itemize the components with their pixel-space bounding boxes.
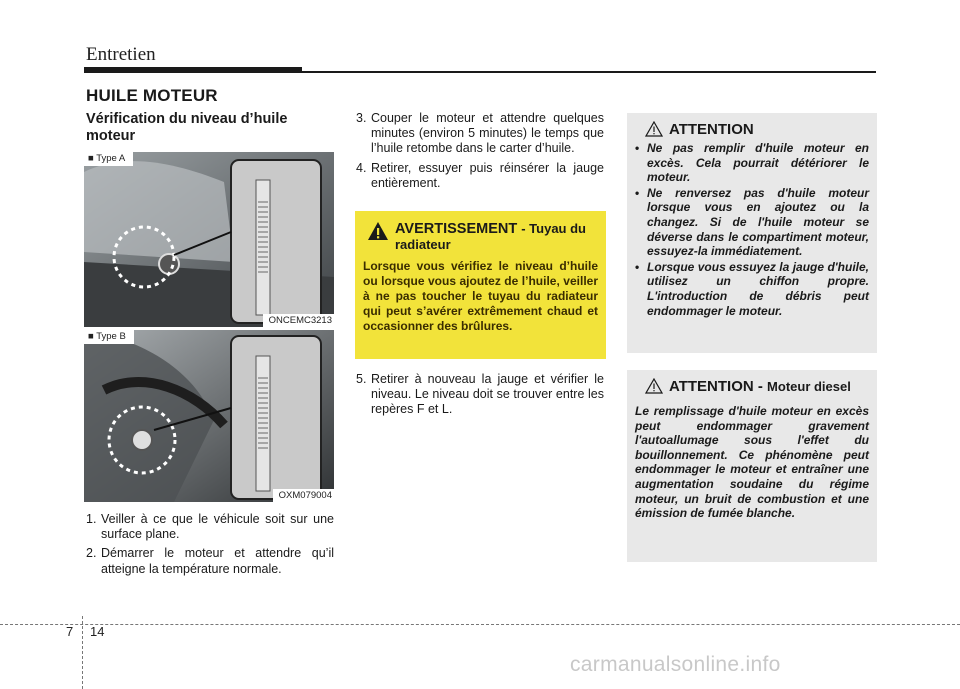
engine-illustration-a xyxy=(84,152,334,327)
figure-type-tag: ■ Type B xyxy=(84,330,134,344)
warning-title-main: AVERTISSEMENT xyxy=(395,221,518,237)
engine-photo-type-a xyxy=(84,152,334,327)
step-text: Retirer à nouveau la jauge et vérifier le niveau. Le niveau doit se trouver entre les repères F et L. xyxy=(371,372,604,417)
warning-triangle-icon xyxy=(367,221,389,241)
list-item xyxy=(356,111,604,157)
warning-subtitle: - Tuyau du radiateur xyxy=(395,221,586,252)
section-title: HUILE MOTEUR xyxy=(86,86,218,105)
list-item xyxy=(356,372,604,418)
steps-list-middle xyxy=(356,111,604,195)
header-rule-thin xyxy=(84,71,876,73)
figure-code: ONCEMC3213 xyxy=(263,314,334,327)
step-number: 2. xyxy=(86,546,97,561)
figure-type-tag: ■ Type A xyxy=(84,152,133,166)
attention-triangle-icon xyxy=(645,378,663,394)
attention-diesel-title xyxy=(669,378,869,396)
footer-vertical-divider xyxy=(82,616,83,689)
step-number: 3. xyxy=(356,111,367,125)
attention-diesel-title-main: ATTENTION - xyxy=(669,378,763,395)
list-item xyxy=(356,161,604,191)
step-text: Retirer, essuyer puis réinsérer la jauge entièrement. xyxy=(371,160,604,190)
warning-title xyxy=(395,221,598,253)
attention-item: • Lorsque vous essuyez la jauge d'huile, utilisez un chiffon propre. L'introduction de débris peut endommager le moteur. xyxy=(635,260,869,318)
attention-triangle-icon xyxy=(645,121,663,137)
step-number: 1. xyxy=(86,512,97,526)
step-number: 4. xyxy=(356,160,367,175)
attention-box xyxy=(627,113,877,353)
attention-diesel-box xyxy=(627,370,877,562)
list-item xyxy=(86,512,334,542)
engine-illustration-b xyxy=(84,330,334,502)
attention-diesel-body: Le remplissage d'huile moteur en excès peut endommager gravement l'autoallumage sous l'effet du bouillonnement. Ce phénomène peut endommager le moteur et entraîner une augmentation soudaine du régime moteur, un bruit de combustion et une émission de fumée blanche. xyxy=(635,404,869,521)
attention-diesel-subtitle: Moteur diesel xyxy=(767,379,851,394)
list-item xyxy=(86,546,334,576)
steps-list-middle-2 xyxy=(356,372,604,422)
step-text: Couper le moteur et attendre quelques minutes (environ 5 minutes) le temps que l’huile retombe dans le carter d’huile. xyxy=(371,111,604,156)
page-number: 14 xyxy=(90,624,105,639)
step-text: Veiller à ce que le véhicule soit sur une surface plane. xyxy=(101,512,334,542)
step-number: 5. xyxy=(356,372,367,386)
subheading: Vérification du niveau d’huile moteur xyxy=(86,111,288,144)
engine-photo-type-b xyxy=(84,330,334,502)
attention-item: • Ne pas remplir d'huile moteur en excès. Cela pourrait détériorer le moteur. xyxy=(635,141,869,185)
figure-code: OXM079004 xyxy=(273,489,334,502)
step-text: Démarrer le moteur et attendre qu’il atteigne la température normale. xyxy=(101,546,334,576)
attention-item: • Ne renversez pas d'huile moteur lorsque vous en ajoutez ou la changez. Si de l'huile moteur se déverse dans le compartiment moteur, essuyez-la immédiatement. xyxy=(635,186,869,259)
warning-box xyxy=(355,211,606,359)
watermark: carmanualsonline.info xyxy=(570,653,781,676)
page-header-title: Entretien xyxy=(86,44,156,65)
chapter-number: 7 xyxy=(66,624,74,639)
warning-body: Lorsque vous vérifiez le niveau d’huile ou lorsque vous ajoutez de l’huile, veiller à ne pas toucher le tuyau du radiateur qui peut s’avérer extrêmement chaud et occasionner des brûlures. xyxy=(363,259,598,333)
footer-divider xyxy=(0,624,960,625)
attention-title: ATTENTION xyxy=(669,121,754,138)
steps-list-left xyxy=(86,512,334,581)
